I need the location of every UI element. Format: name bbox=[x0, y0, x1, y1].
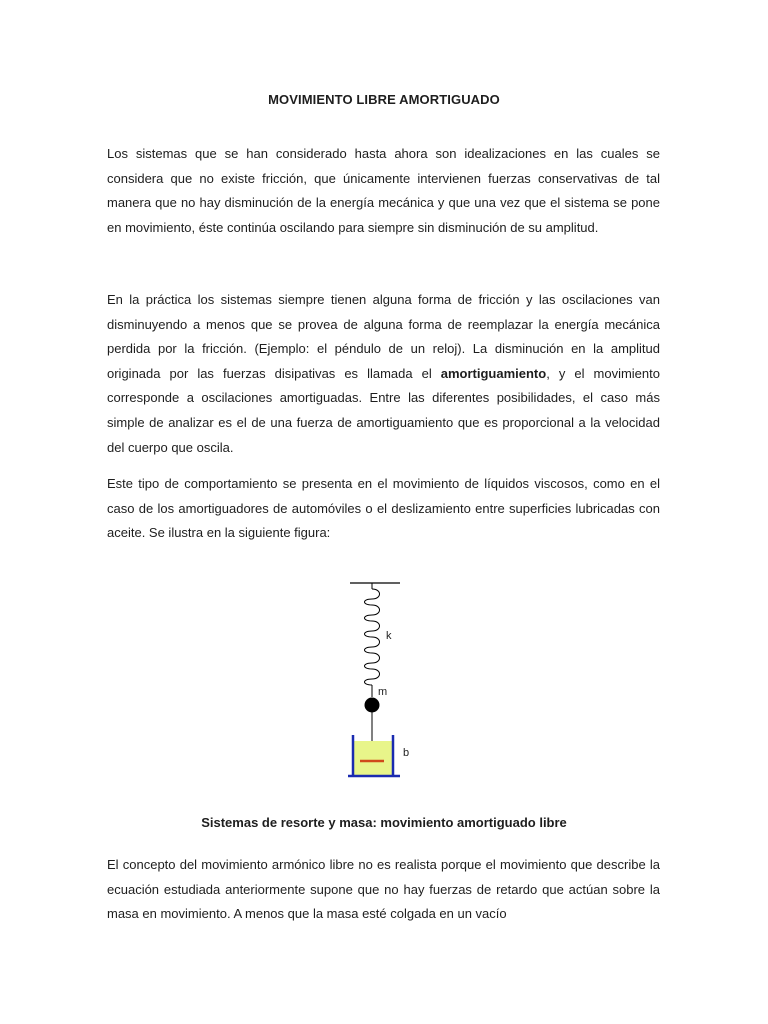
paragraph-friction bbox=[107, 288, 660, 460]
spring-mass-damper-diagram bbox=[330, 575, 440, 785]
spring-mass-damper-figure bbox=[330, 575, 440, 785]
damper-fluid bbox=[353, 741, 393, 776]
paragraph-friction-text-a: En la práctica los sistemas siempre tienen alguna forma de fricción y las oscilaciones van disminuyendo a menos que se provea de alguna forma de reemplazar la energía mecánica perdida por la fricción. (Ejemplo: el péndulo de un reloj). La disminución en la amplitud originada por las fuerzas disipativas es llamada el bbox=[107, 292, 660, 381]
label-spring-k: k bbox=[386, 630, 392, 642]
label-mass-m: m bbox=[378, 686, 388, 698]
label-damper-b: b bbox=[403, 747, 410, 759]
paragraph-viscous: Este tipo de comportamiento se presenta en el movimiento de líquidos viscosos, como en el caso de los amortiguadores de automóviles o el deslizamiento entre superficies lubricadas con aceite. Se ilustra en la siguiente figura: bbox=[107, 476, 660, 541]
paragraph-intro: Los sistemas que se han considerado hasta ahora son idealizaciones en las cuales se considera que no existe fricción, que únicamente intervienen fuerzas conservativas de tal manera que no hay disminución de la energía mecánica y que una vez que el sistema se pone en movimiento, éste continúa oscilando para siempre sin disminución de su amplitud. bbox=[107, 146, 660, 235]
document-title: MOVIMIENTO LIBRE AMORTIGUADO bbox=[268, 92, 500, 107]
spring-coil bbox=[365, 589, 380, 685]
mass-ball bbox=[365, 698, 380, 713]
paragraph-harmonic: El concepto del movimiento armónico libre no es realista porque el movimiento que describe la ecuación estudiada anteriormente supone que no hay fuerzas de retardo que actúan sobre la masa en movimiento. A menos que la masa esté colgada en un vacío bbox=[107, 857, 660, 922]
term-amortiguamiento: amortiguamiento bbox=[440, 365, 547, 381]
figure-caption: Sistemas de resorte y masa: movimiento amortiguado libre bbox=[201, 815, 567, 830]
paragraph-friction-text-b: , y el movimiento corresponde a oscilaciones amortiguadas. Entre las diferentes posibilidades, el caso más simple de analizar es el de una fuerza de amortiguamiento que es proporcional a la velocidad del cuerpo que oscila. bbox=[107, 365, 660, 455]
